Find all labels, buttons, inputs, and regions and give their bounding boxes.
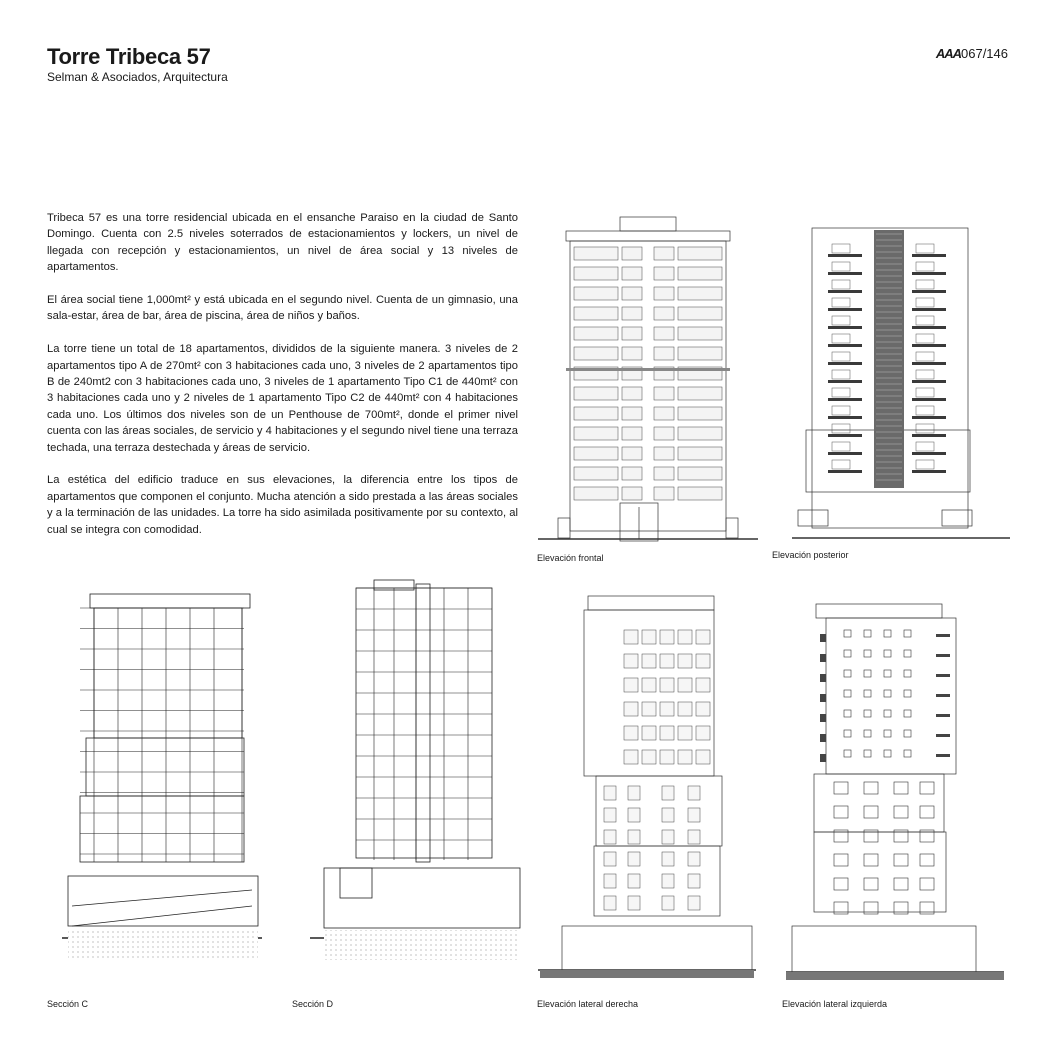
paragraph: La estética del edificio traduce en sus elevaciones, la diferencia entre los tipos de apartamentos que componen el conjunto. Mucha atención a sido prestada a las áreas sociales y a la terminación de las unidades. La torre ha sido asimilada positivamente por su contexto, al cual se integra con comodidad. — [47, 474, 518, 536]
paragraph: Tribeca 57 es una torre residencial ubicada en el ensanche Paraiso en la ciudad de Santo Domingo. Cuenta con 2.5 niveles soterrados de estacionamientos y lockers, un nivel de llegada con recepción y estacionamientos, un nivel de área social y 13 niveles de apartamentos. — [47, 212, 518, 274]
section-c-drawing — [56, 590, 266, 970]
caption-left-elevation: Elevación lateral izquierda — [782, 999, 888, 1009]
section-c-svg — [56, 590, 266, 970]
page-number — [936, 46, 1008, 61]
brand-logo: AAA — [935, 46, 961, 61]
front-elevation-svg — [538, 213, 758, 543]
page-counter: 067/146 — [961, 46, 1008, 61]
right-elevation-svg — [538, 590, 758, 982]
rear-elevation-svg — [792, 220, 1012, 542]
paragraph: El área social tiene 1,000mt² y está ubicada en el segundo nivel. Cuenta de un gimnasio, una sala-estar, área de bar, área de piscina, área de niños y baños. — [47, 294, 518, 323]
left-elevation-drawing — [784, 600, 1006, 984]
article-body — [47, 210, 518, 554]
section-d-svg — [304, 578, 524, 970]
left-elevation-svg — [784, 600, 1006, 984]
section-d-drawing — [304, 578, 524, 970]
caption-front-elevation: Elevación frontal — [537, 553, 604, 563]
rear-elevation-drawing — [792, 220, 1012, 542]
front-elevation-drawing — [538, 213, 758, 543]
caption-section-c: Sección C — [47, 999, 89, 1009]
caption-right-elevation: Elevación lateral derecha — [537, 999, 639, 1009]
page-subtitle: Selman & Asociados, Arquitectura — [47, 70, 228, 84]
caption-section-d: Sección D — [292, 999, 334, 1009]
right-elevation-drawing — [538, 590, 758, 982]
paragraph: La torre tiene un total de 18 apartamentos, divididos de la siguiente manera. 3 niveles de 2 apartamentos tipo A de 270mt² con 3 habitaciones cada uno, 3 niveles de 2 apartamentos tipo B de 240mt2 con 3 habitaciones cada uno, 3 niveles de 1 apartamento Tipo C1 de 440mt² con 3 habitaciones cada uno y 2 niveles de 1 apartamento Tipo C2 de 440mt² con 4 habitaciones cada uno. Los últimos dos niveles son de un Penthouse de 700mt², donde el primer nivel cuenta con las áreas sociales, de servicio y 4 habitaciones y el segundo nivel tiene una terraza techada, una terraza destechada y áreas de servicio. — [47, 343, 518, 454]
page-title: Torre Tribeca 57 — [47, 44, 211, 69]
caption-rear-elevation: Elevación posterior — [772, 550, 849, 560]
